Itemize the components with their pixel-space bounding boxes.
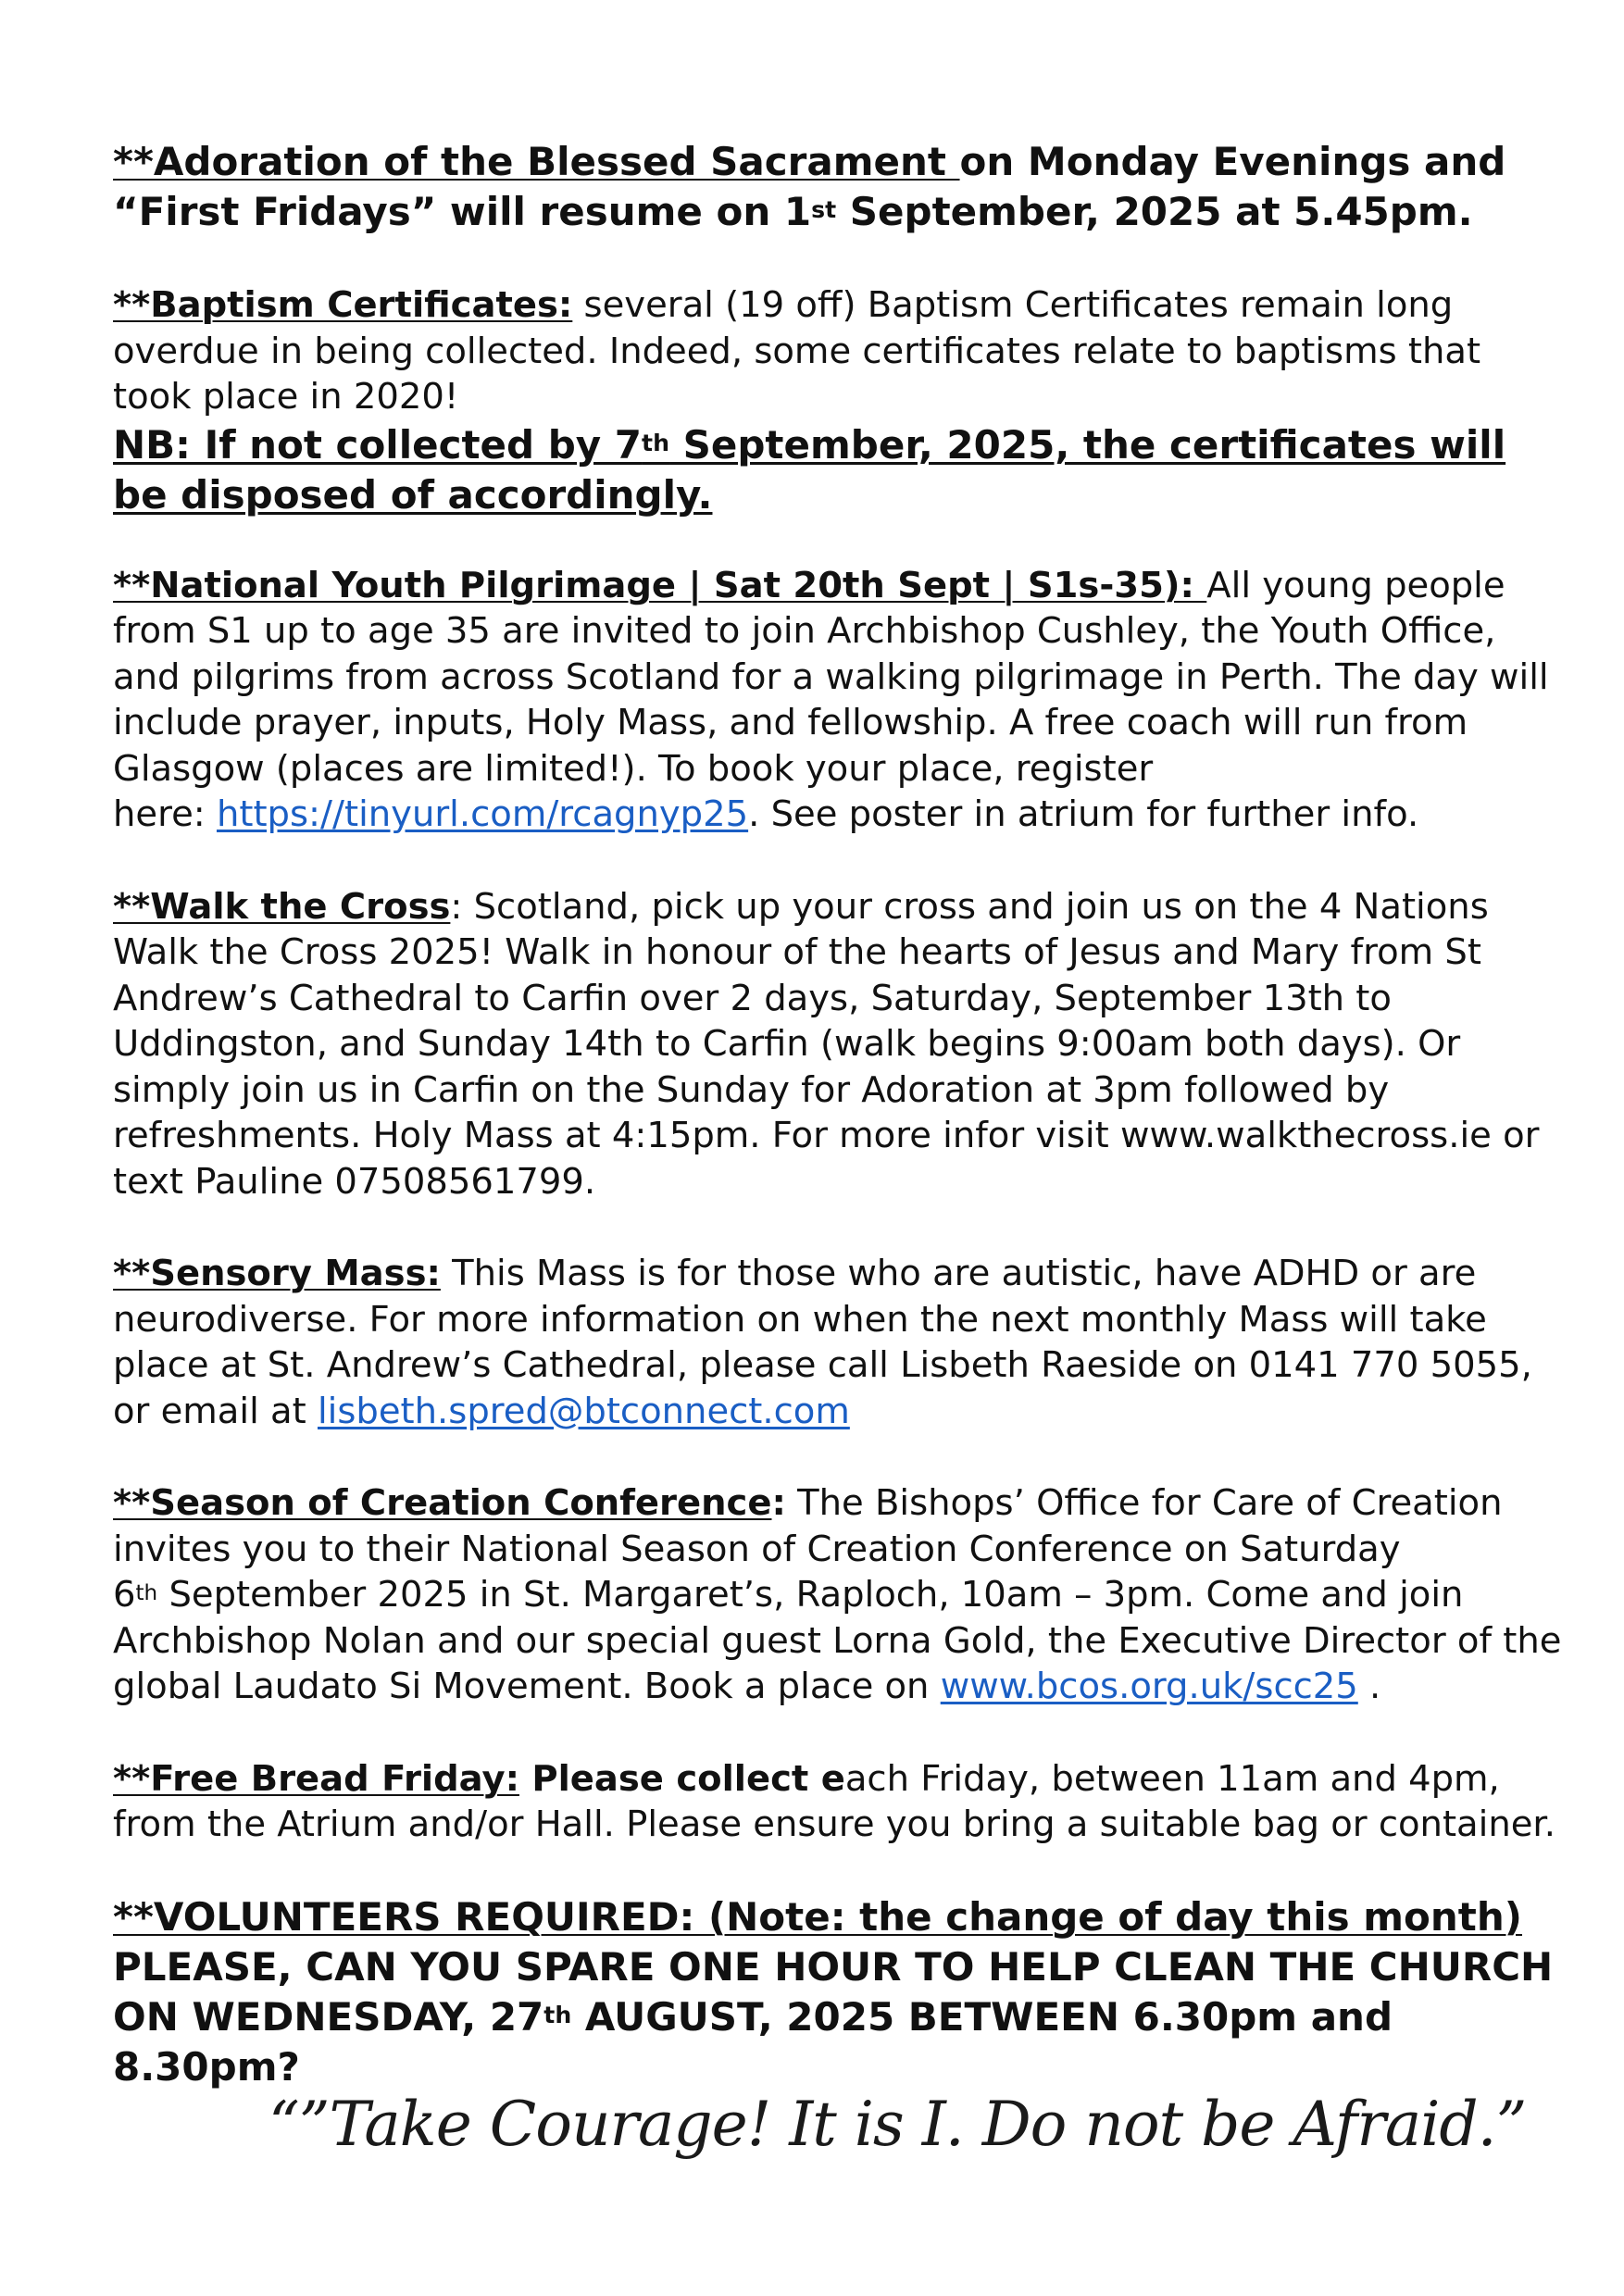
baptism-nb-sup: th xyxy=(642,429,670,456)
baptism-nb-text: NB: If not collected by 7 xyxy=(113,421,643,468)
creation-sup: th xyxy=(135,1581,158,1606)
baptism-nb xyxy=(113,420,1567,520)
youth-booking-link[interactable]: https://tinyurl.com/rcagnyp25 xyxy=(216,793,749,835)
walk-cross-text: : Scotland, pick up your cross and join us on the 4 Nations Walk the Cross 2025! Walk in honour of the hearts of Jesus and Mary from St Andrew’s Cathedral to Carfin over 2 days, Saturday, September 13th to Uddingston, and Sunday 14th to Carfin (walk begins 9:00am both days). Or simply join us in Carfin on the Sunday for Adoration at 3pm followed by refreshments. Holy Mass at 4:15pm. For more infor visit www.walkthecross.ie or text Pauline 07508561799. xyxy=(113,885,1540,1203)
sensory-email-link[interactable]: lisbeth.spred@btconnect.com xyxy=(317,1390,850,1432)
walk-the-cross-notice xyxy=(113,884,1567,1205)
sensory-heading: **Sensory Mass: xyxy=(113,1253,441,1294)
youth-pilgrimage-notice xyxy=(113,563,1567,838)
baptism-notice xyxy=(113,282,1567,420)
free-bread-notice xyxy=(113,1756,1567,1848)
baptism-heading: **Baptism Certificates: xyxy=(113,284,573,326)
creation-day: 6 xyxy=(113,1574,136,1616)
adoration-notice xyxy=(113,137,1567,237)
youth-heading: **National Youth Pilgrimage | Sat 20th Sept | S1s-35): xyxy=(113,564,1207,606)
baptism-text: several (19 off) Baptism Certificates remain long overdue in being collected. Indeed, some certificates relate to baptisms that took place in 2020! xyxy=(113,284,1481,418)
creation-heading: **Season of Creation Conference xyxy=(113,1482,772,1524)
bread-bold-text: Please collect e xyxy=(518,1757,845,1800)
volunteers-sup: th xyxy=(543,2001,572,2028)
creation-text-after: . xyxy=(1357,1666,1381,1707)
volunteers-notice xyxy=(113,1892,1567,2092)
volunteers-text: PLEASE, CAN YOU SPARE ONE HOUR TO HELP CLEAN THE CHURCH ON WEDNESDAY, 27 xyxy=(113,1943,1554,2040)
closing-quote: “”Take Courage! It is I. Do not be Afraid.” xyxy=(269,2089,1527,2160)
sensory-text: This Mass is for those who are autistic, have ADHD or are neurodiverse. For more information on when the next monthly Mass will take place at St. Andrew’s Cathedral, please call Lisbeth Raeside on 0141 770 5055, or email at xyxy=(113,1253,1532,1432)
creation-text: The Bishops’ Office for Care of Creation invites you to their National Season of Creation Conference on Saturday xyxy=(113,1482,1503,1570)
adoration-text: on Monday Evenings and “First Fridays” will resume on 1 xyxy=(113,139,1506,234)
adoration-text-2: September, 2025 at 5.45pm. xyxy=(836,189,1473,234)
sensory-mass-notice xyxy=(113,1251,1567,1434)
creation-text-2: September 2025 in St. Margaret’s, Raploch, 10am – 3pm. Come and join Archbishop Nolan and our special guest Lorna Gold, the Executive Director of the global Laudato Si Movement. Book a place on xyxy=(113,1574,1562,1707)
creation-colon: : xyxy=(771,1482,786,1524)
creation-booking-link[interactable]: www.bcos.org.uk/scc25 xyxy=(940,1666,1358,1707)
baptism-nb-text-2: September, 2025, the certificates will be disposed of accordingly. xyxy=(113,421,1506,518)
volunteers-heading: **VOLUNTEERS REQUIRED: (Note: the change of day this month) xyxy=(113,1893,1522,1940)
adoration-heading: **Adoration of the Blessed Sacrament xyxy=(113,139,960,184)
walk-cross-heading: **Walk the Cross xyxy=(113,885,451,928)
youth-here: here: xyxy=(113,793,217,835)
season-of-creation-notice xyxy=(113,1480,1567,1710)
youth-text-after: . See poster in atrium for further info. xyxy=(748,793,1419,835)
youth-text: All young people from S1 up to age 35 are invited to join Archbishop Cushley, the Youth Office, and pilgrims from across Scotland for a walking pilgrimage in Perth. The day will include prayer, inputs, Holy Mass, and fellowship. A free coach will run from Glasgow (places are limited!). To book your place, register xyxy=(113,564,1549,790)
bread-heading: **Free Bread Friday: xyxy=(113,1757,519,1800)
volunteers-text-2: AUGUST, 2025 BETWEEN 6.30pm and 8.30pm? xyxy=(113,1993,1393,2090)
notices-page xyxy=(113,137,1567,2092)
bread-text: ach Friday, between 11am and 4pm, from the Atrium and/or Hall. Please ensure you bring a suitable bag or container. xyxy=(113,1757,1555,1845)
adoration-sup: st xyxy=(811,196,837,224)
